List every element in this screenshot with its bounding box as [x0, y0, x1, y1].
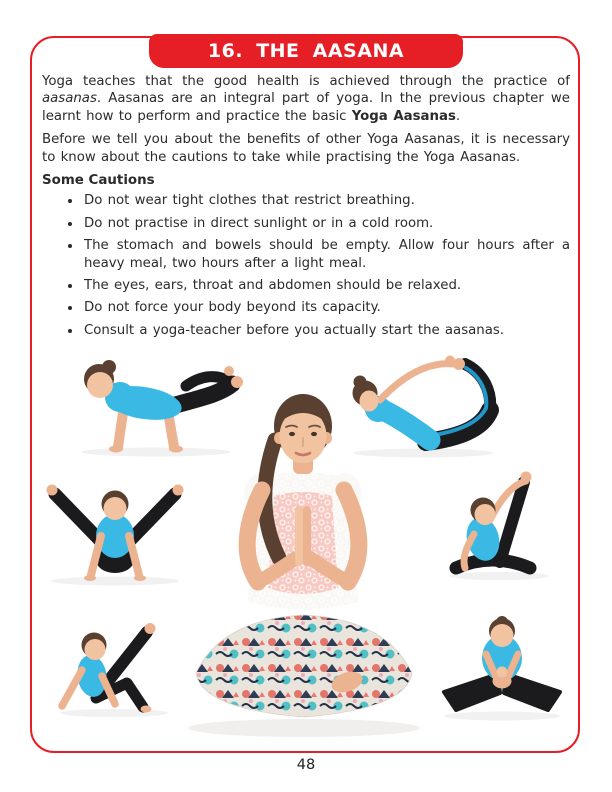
caution-item-2: • Do not practise in direct sunlight or in a cold room. — [82, 215, 570, 232]
cautions-heading: Some Cautions — [42, 173, 155, 189]
photo-lotus-meditation — [162, 376, 448, 748]
intro-paragraph-1 — [42, 73, 570, 125]
intro-p1-text-1: Yoga teaches that the good health is achieved through the practice of — [42, 74, 570, 89]
photo-side-stretch-pose — [440, 462, 558, 584]
caution-item-3: • The stomach and bowels should be empty. Allow four hours after a heavy meal, two hours after a light meal. — [82, 237, 570, 272]
photo-butterfly-pose — [434, 604, 570, 724]
intro-paragraph-2: Before we tell you about the benefits of other Yoga Aasanas, it is necessary to know about the cautions to take while practising the Yoga Aasanas. — [42, 132, 570, 165]
chapter-title: 16. THE AASANA — [207, 40, 405, 62]
caution-item-6: • Consult a yoga-teacher before you actually start the aasanas. — [82, 322, 570, 339]
intro-p1-italic: aasanas — [42, 91, 97, 107]
caution-item-4: • The eyes, ears, throat and abdomen should be relaxed. — [82, 277, 570, 294]
chapter-title-banner — [149, 34, 463, 68]
caution-item-1: • Do not wear tight clothes that restrict breathing. — [82, 192, 570, 209]
intro-p1-bold: Yoga Aasanas — [351, 108, 456, 124]
intro-p1-text-3: . — [455, 108, 461, 124]
page-number: 48 — [296, 757, 316, 773]
cautions-list — [42, 192, 570, 339]
caution-item-5: • Do not force your body beyond its capacity. — [82, 299, 570, 316]
photo-leg-raise-pose — [52, 618, 178, 720]
body-text-block — [42, 73, 570, 344]
intro-p1-text-2: . Aasanas are an integral part of yoga. In the previous chapter we learnt how to perform and practice the basic — [42, 91, 570, 124]
